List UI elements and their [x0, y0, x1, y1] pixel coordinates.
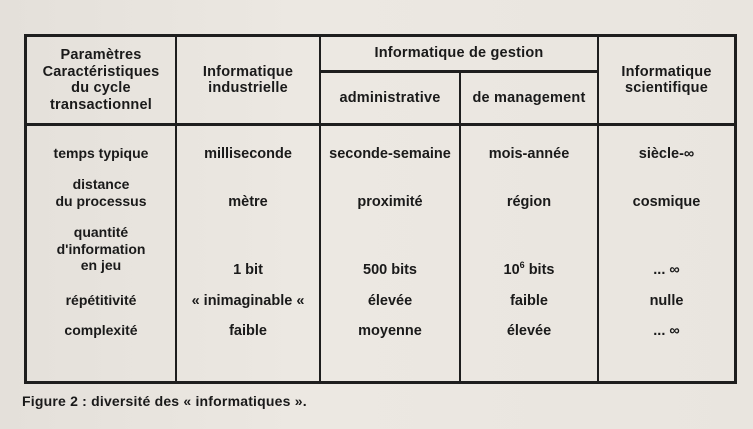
management-quantite-base: 10: [503, 262, 520, 278]
administrative-distance: proximité: [357, 194, 423, 210]
row-label-temps: temps typique: [53, 145, 149, 161]
management-quantite: [461, 262, 597, 278]
comparison-table: [24, 34, 737, 384]
administrative-temps: seconde-semaine: [329, 146, 451, 162]
header-industrielle-text: Informatique industrielle: [202, 63, 294, 96]
header-scientifique: [599, 37, 734, 123]
header-gestion-text: Informatique de gestion: [374, 44, 544, 61]
header-industrielle: [177, 37, 319, 123]
header-scientifique-text: Informatique scientifique: [621, 63, 712, 96]
management-repetitivite: faible: [510, 293, 548, 309]
management-temps: mois-année: [488, 146, 570, 162]
header-management: [461, 73, 597, 123]
management-complexite: élevée: [506, 323, 552, 339]
administrative-quantite: 500 bits: [363, 262, 417, 278]
administrative-repetitivite: élevée: [367, 293, 413, 309]
header-management-text: de management: [472, 89, 586, 106]
scientifique-repetitivite: nulle: [649, 293, 684, 309]
industrielle-quantite: 1 bit: [233, 262, 263, 278]
header-administrative: [321, 73, 459, 123]
industrielle-temps: milliseconde: [204, 146, 292, 162]
header-params: [27, 37, 175, 123]
header-administrative-text: administrative: [339, 89, 441, 106]
industrielle-distance: mètre: [228, 194, 268, 210]
row-label-repetitivite: répétitivité: [65, 292, 137, 308]
scientifique-complexite: ... ∞: [653, 323, 680, 339]
row-label-quantite: quantité d'information en jeu: [56, 224, 146, 273]
scientifique-distance: cosmique: [632, 194, 701, 210]
header-bottom-divider: [27, 123, 734, 126]
scientifique-quantite: ... ∞: [653, 262, 680, 278]
management-quantite-unit: bits: [524, 262, 555, 278]
industrielle-complexite: faible: [229, 323, 267, 339]
figure-caption: Figure 2 : diversité des « informatiques ».: [22, 393, 307, 409]
administrative-complexite: moyenne: [358, 323, 422, 339]
header-gestion: [321, 37, 597, 69]
header-params-text: Paramètres Caractéristiques du cycle transactionnel: [42, 47, 160, 113]
row-label-distance: distance du processus: [55, 176, 147, 209]
scientifique-temps: siècle-∞: [638, 146, 695, 162]
management-distance: région: [506, 194, 552, 210]
row-label-complexite: complexité: [64, 322, 138, 338]
management-quantite-exponent: 6: [519, 260, 525, 271]
industrielle-repetitivite: « inimaginable «: [191, 293, 305, 309]
